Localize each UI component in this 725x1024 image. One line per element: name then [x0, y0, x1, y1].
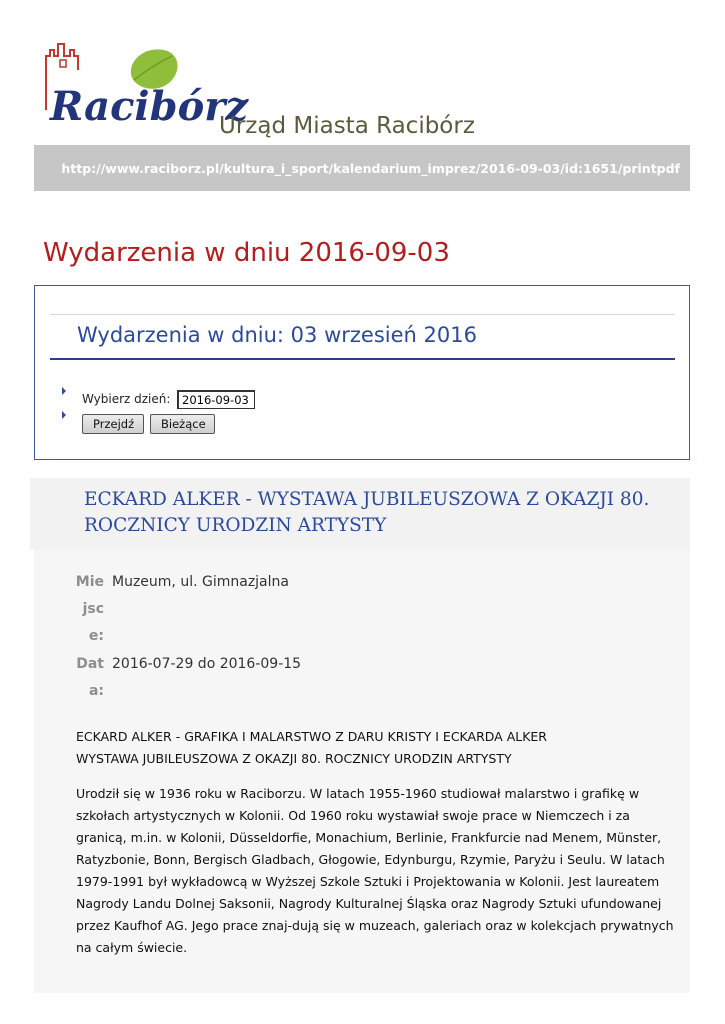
organization-name: Urząd Miasta Racibórz	[219, 113, 475, 139]
page-url[interactable]: http://www.raciborz.pl/kultura_i_sport/kalendarium_imprez/2016-09-03/id:1651/printpdf	[61, 160, 680, 176]
bullet-icon	[62, 387, 66, 395]
place-value: Muzeum, ul. Gimnazjalna	[112, 574, 289, 590]
event-title[interactable]: ECKARD ALKER - WYSTAWA JUBILEUSZOWA Z OKAZJI 80. ROCZNICY URODZIN ARTYSTY	[84, 489, 650, 536]
calendar-box	[34, 285, 690, 460]
go-button[interactable]: Przejdź	[82, 414, 144, 434]
divider	[50, 358, 675, 360]
day-label: Wybierz dzień:	[82, 392, 171, 406]
page-title: Wydarzenia w dniu 2016-09-03	[43, 238, 450, 268]
date-label: Data:	[76, 656, 104, 699]
divider	[50, 314, 675, 315]
calendar-title: Wydarzenia w dniu: 03 wrzesień 2016	[77, 323, 477, 347]
event-subtitle-line: WYSTAWA JUBILEUSZOWA Z OKAZJI 80. ROCZNICY URODZIN ARTYSTY	[76, 751, 512, 766]
url-bar	[34, 145, 690, 191]
day-input[interactable]	[177, 390, 255, 409]
city-logo-graphic	[40, 40, 249, 130]
event-details	[34, 549, 690, 993]
event-description: Urodził się w 1936 roku w Raciborzu. W latach 1955-1960 studiował malarstwo i grafikę w szkołach artystycznych w Kolonii. Od 1960 roku wystawiał swoje prace w Niemczech i za granicą, m.in. w Kolonii, Düsseldorfie, Monachium, Berlinie, Frankfurcie nad Menem, Münster, Ratyzbonie, Bonn, Bergisch Gladbach, Głogowie, Edynburgu, Rzymie, Paryżu i Seulu. W latach 1979-1991 był wykładowcą w Wyższej Szkole Sztuki i Projektowania w Kolonii. Jest laureatem Nagrody Landu Dolnej Saksonii, Nagrody Kulturalnej Śląska oraz Nagrody Sztuki ufundowanej przez Kaufhof AG. Jego prace znaj-dują się w muzeach, galeriach oraz w kolekcjach prywatnych na całym świecie.	[76, 786, 674, 955]
place-label: Miejsce:	[75, 574, 104, 644]
bullet-icon	[62, 411, 66, 419]
svg-text:Racibórz: Racibórz	[50, 83, 249, 130]
current-day-button[interactable]: Bieżące	[150, 414, 215, 434]
city-logo	[40, 40, 249, 130]
date-value: 2016-07-29 do 2016-09-15	[112, 656, 302, 672]
event-subtitle-line: ECKARD ALKER - GRAFIKA I MALARSTWO Z DARU KRISTY I ECKARDA ALKER	[76, 729, 547, 744]
event-header	[30, 478, 690, 549]
